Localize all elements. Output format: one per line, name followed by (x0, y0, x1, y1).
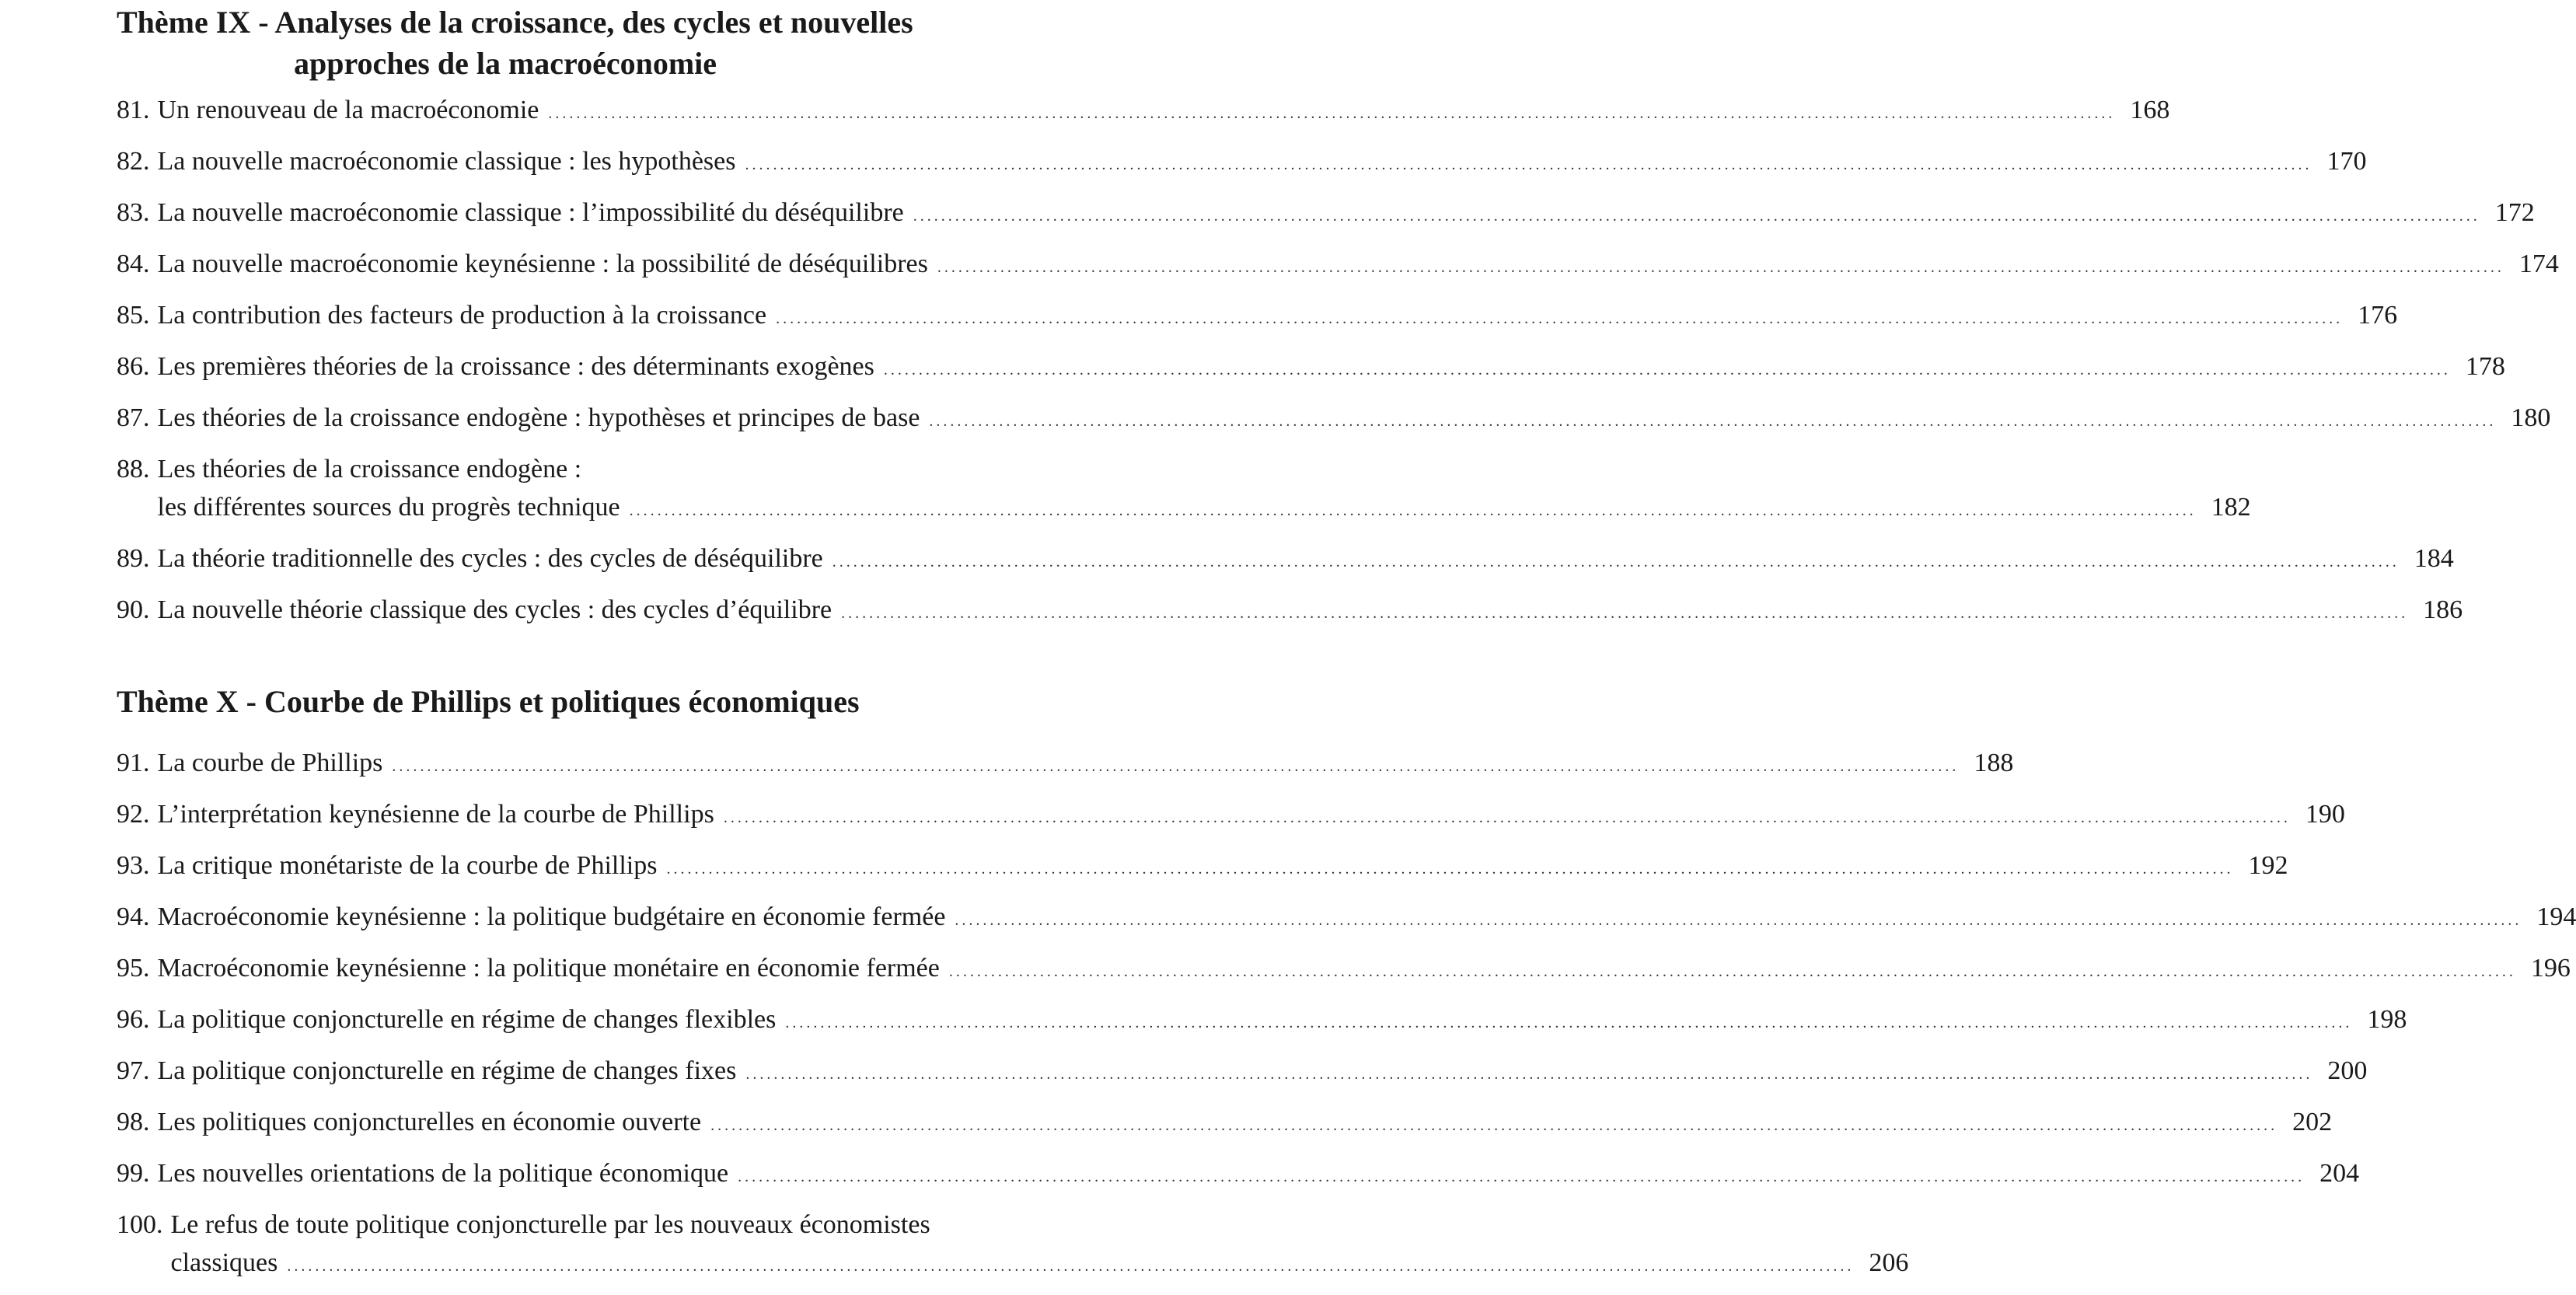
toc-entry-number: 94. (117, 898, 150, 936)
toc-entry-title: La nouvelle macroéconomie classique : l’impossibilité du déséquilibre (158, 194, 904, 232)
toc-entry[interactable] (117, 744, 1174, 782)
dot-leader (548, 106, 2115, 121)
toc-entry-page-number: 170 (2323, 142, 2366, 180)
toc-entry-final-line (158, 591, 2463, 629)
toc-entry[interactable] (117, 194, 1174, 232)
toc-entry-final-line (158, 539, 2454, 578)
dot-leader (724, 810, 2291, 826)
toc-entry-page-number: 168 (2126, 91, 2169, 129)
toc-entry-page-number: 176 (2354, 296, 2397, 334)
toc-entry-body (158, 296, 2398, 334)
toc-entry-page-number: 182 (2208, 488, 2251, 526)
toc-entry-final-line (158, 1154, 2360, 1192)
toc-entry-page-number: 202 (2288, 1103, 2332, 1141)
toc-entry-title: Les premières théories de la croissance : des déterminants exogènes (158, 347, 874, 386)
toc-entry-number: 87. (117, 399, 150, 437)
toc-entry-body (158, 142, 2367, 180)
toc-entry-page-number: 204 (2316, 1154, 2359, 1192)
toc-entry-final-line (171, 1244, 1909, 1282)
dot-leader (955, 913, 2522, 928)
toc-entry-number: 88. (117, 450, 150, 488)
dot-leader (785, 1015, 2352, 1031)
dot-leader (913, 208, 2480, 224)
dot-leader (841, 606, 2408, 621)
toc-entry-body (158, 898, 2576, 936)
toc-entry-title: Les nouvelles orientations de la politique économique (158, 1154, 729, 1192)
dot-leader (287, 1258, 1854, 1274)
toc-entry[interactable] (117, 1103, 1174, 1141)
dot-leader (745, 157, 2312, 173)
toc-entry-title: La contribution des facteurs de production à la croissance (158, 296, 767, 334)
toc-entry-body (171, 1206, 1909, 1282)
toc-entry-body (158, 91, 2170, 129)
toc-entry-body (158, 949, 2571, 987)
toc-entry[interactable] (117, 539, 1174, 578)
dot-leader (738, 1169, 2305, 1185)
toc-entry-page-number: 196 (2527, 949, 2571, 987)
theme-x-heading (117, 681, 860, 722)
toc-entry-number: 86. (117, 347, 150, 386)
toc-entry-final-line (158, 1052, 2368, 1090)
toc-entry[interactable] (117, 795, 1174, 833)
toc-entry-body (158, 744, 2014, 782)
toc-entry[interactable] (117, 1206, 1174, 1282)
dot-leader (745, 1066, 2312, 1082)
dot-leader (949, 964, 2516, 979)
toc-entry-page-number: 180 (2507, 399, 2550, 437)
toc-entry-page-number: 188 (1970, 744, 2013, 782)
toc-entry-body (158, 245, 2559, 283)
toc-entry-page-number: 194 (2532, 898, 2576, 936)
theme-x-entry-list (117, 744, 1174, 1295)
theme-ix-heading (117, 2, 913, 84)
theme-ix-heading-line1: Thème IX - Analyses de la croissance, des cycles et nouvelles (117, 5, 913, 40)
toc-entry[interactable] (117, 245, 1174, 283)
toc-entry-title-line: Les théories de la croissance endogène : (158, 450, 2251, 488)
dot-leader (776, 311, 2343, 326)
toc-entry-body (158, 347, 2505, 386)
toc-entry-final-line (158, 846, 2288, 885)
toc-entry-title: La critique monétariste de la courbe de Phillips (158, 846, 658, 885)
toc-entry-final-line (158, 1000, 2407, 1038)
toc-entry[interactable] (117, 846, 1174, 885)
toc-entry-number: 98. (117, 1103, 150, 1141)
toc-entry-page-number: 190 (2302, 795, 2345, 833)
toc-entry-number: 91. (117, 744, 150, 782)
toc-entry-title: La politique conjoncturelle en régime de changes flexibles (158, 1000, 777, 1038)
toc-entry-body (158, 194, 2535, 232)
toc-entry[interactable] (117, 399, 1174, 437)
dot-leader (392, 759, 1959, 774)
toc-entry-final-line (158, 795, 2345, 833)
toc-entry-body (158, 1000, 2407, 1038)
toc-entry-page-number: 184 (2410, 539, 2454, 578)
dot-leader (832, 554, 2400, 570)
toc-entry-page-number: 198 (2363, 1000, 2407, 1038)
toc-entry-page-number: 206 (1865, 1244, 1908, 1282)
toc-entry-title: La nouvelle macroéconomie keynésienne : la possibilité de déséquilibres (158, 245, 928, 283)
toc-entry-title: Macroéconomie keynésienne : la politique budgétaire en économie fermée (158, 898, 946, 936)
toc-entry-final-line (158, 949, 2571, 987)
toc-entry-title: La courbe de Phillips (158, 744, 383, 782)
toc-entry[interactable] (117, 296, 1174, 334)
toc-entry-number: 95. (117, 949, 150, 987)
toc-entry-final-line (158, 296, 2398, 334)
toc-entry-page-number: 178 (2462, 347, 2505, 386)
toc-entry-page-number: 174 (2515, 245, 2559, 283)
toc-entry-number: 84. (117, 245, 150, 283)
toc-entry-title: La nouvelle macroéconomie classique : les hypothèses (158, 142, 736, 180)
toc-entry-title: Les politiques conjoncturelles en économie ouverte (158, 1103, 702, 1141)
toc-entry-page-number: 172 (2491, 194, 2535, 232)
toc-entry[interactable] (117, 450, 1174, 526)
toc-entry-final-line (158, 142, 2367, 180)
toc-entry-final-line (158, 898, 2576, 936)
toc-entry[interactable] (117, 142, 1174, 180)
theme-ix-entry-list (117, 91, 1174, 642)
toc-entry-body (158, 1052, 2368, 1090)
toc-entry-title-line: Le refus de toute politique conjoncturelle par les nouveaux économistes (171, 1206, 1909, 1244)
toc-entry-title: La théorie traditionnelle des cycles : des cycles de déséquilibre (158, 539, 823, 578)
toc-entry-body (158, 846, 2288, 885)
toc-entry-title: les différentes sources du progrès technique (158, 488, 620, 526)
toc-entry-body (158, 399, 2551, 437)
toc-entry[interactable] (117, 1154, 1174, 1192)
toc-entry-number: 82. (117, 142, 150, 180)
dot-leader (937, 260, 2504, 275)
toc-entry-body (158, 795, 2345, 833)
toc-entry-number: 93. (117, 846, 150, 885)
toc-entry-body (158, 1154, 2360, 1192)
dot-leader (884, 362, 2451, 378)
toc-entry-number: 89. (117, 539, 150, 578)
toc-entry-final-line (158, 91, 2170, 129)
toc-entry-body (158, 450, 2251, 526)
dot-leader (929, 414, 2496, 429)
toc-entry[interactable] (117, 1000, 1174, 1038)
toc-entry-final-line (158, 245, 2559, 283)
toc-entry[interactable] (117, 91, 1174, 129)
theme-x-heading-line1: Thème X - Courbe de Phillips et politiques économiques (117, 684, 860, 719)
toc-entry-number: 100. (117, 1206, 163, 1244)
toc-entry-title: Les théories de la croissance endogène : hypothèses et principes de base (158, 399, 920, 437)
toc-entry-title: La politique conjoncturelle en régime de changes fixes (158, 1052, 737, 1090)
toc-entry-body (158, 591, 2463, 629)
toc-entry-number: 92. (117, 795, 150, 833)
toc-entry-page-number: 200 (2323, 1052, 2367, 1090)
toc-entry[interactable] (117, 949, 1174, 987)
toc-entry-final-line (158, 194, 2535, 232)
toc-entry-title: L’interprétation keynésienne de la courbe de Phillips (158, 795, 714, 833)
toc-entry-number: 90. (117, 591, 150, 629)
toc-entry-final-line (158, 488, 2251, 526)
toc-entry-title: Macroéconomie keynésienne : la politique monétaire en économie fermée (158, 949, 940, 987)
toc-entry-page-number: 192 (2244, 846, 2288, 885)
toc-entry-number: 97. (117, 1052, 150, 1090)
toc-entry-final-line (158, 1103, 2333, 1141)
toc-entry-number: 81. (117, 91, 150, 129)
toc-entry-final-line (158, 744, 2014, 782)
toc-entry-page-number: 186 (2419, 591, 2463, 629)
toc-entry-final-line (158, 347, 2505, 386)
dot-leader (710, 1118, 2278, 1133)
toc-entry-body (158, 539, 2454, 578)
toc-entry[interactable] (117, 898, 1174, 936)
toc-entry-title: Un renouveau de la macroéconomie (158, 91, 539, 129)
toc-entry-title: La nouvelle théorie classique des cycles : des cycles d’équilibre (158, 591, 832, 629)
toc-entry[interactable] (117, 591, 1174, 629)
toc-entry[interactable] (117, 1052, 1174, 1090)
dot-leader (666, 861, 2233, 877)
toc-entry-final-line (158, 399, 2551, 437)
toc-entry-number: 99. (117, 1154, 150, 1192)
toc-entry[interactable] (117, 347, 1174, 386)
dot-leader (630, 503, 2197, 518)
toc-entry-title: classiques (171, 1244, 278, 1282)
toc-entry-number: 85. (117, 296, 150, 334)
toc-entry-number: 96. (117, 1000, 150, 1038)
toc-entry-body (158, 1103, 2333, 1141)
toc-entry-number: 83. (117, 194, 150, 232)
theme-ix-heading-line2: approches de la macroéconomie (117, 43, 913, 84)
